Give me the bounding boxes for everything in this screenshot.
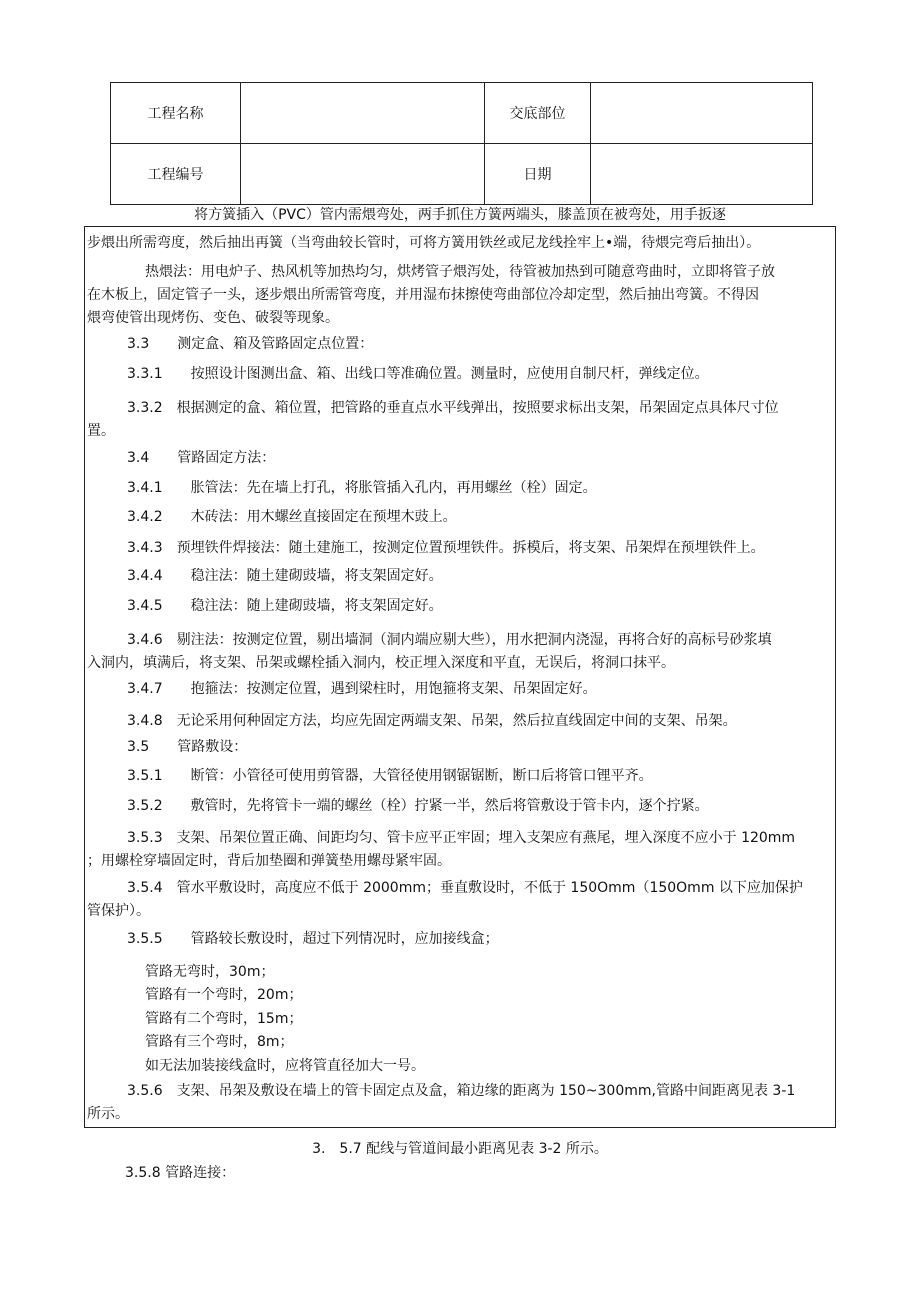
project-no-label: 工程编号 <box>111 144 241 205</box>
header-row-1 <box>111 83 813 144</box>
section-3-5-3-line-2: ；用螺栓穿墙固定时，背后加垫圈和弹簧垫用螺母紧牢固。 <box>87 853 451 869</box>
project-name-label: 工程名称 <box>111 83 241 144</box>
project-name-value <box>241 83 485 144</box>
header-row-2 <box>111 144 813 205</box>
list-item: 管路无弯时，30m； <box>145 964 275 980</box>
heat-method-line-1: 热煨法：用电炉子、热风机等加热均匀，烘烤管子煨泻处，待管被加热到可随意弯曲时，立即将管子放 <box>145 264 775 280</box>
list-item: 管路有一个弯时，20m； <box>145 987 303 1003</box>
section-3-4-3: 3.4.3 预埋铁件焊接法：随土建施工，按测定位置预埋铁件。拆模后，将支架、吊架焊在预埋铁件上。 <box>127 540 765 556</box>
section-3-4-1: 3.4.1 胀管法：先在墙上打孔，将胀管插入孔内，再用螺丝（栓）固定。 <box>127 480 597 496</box>
section-3-5-1: 3.5.1 断管：小管径可使用剪管器，大管径使用钢锯锯断，断口后将管口锂平齐。 <box>127 768 653 784</box>
section-3-5-8: 3.5.8 管路连接： <box>125 1165 236 1181</box>
spring-method-line-1: 将方簧插入（PVC）管内需煨弯处，两手抓住方簧两端头，膝盖顶在被弯处，用手扳逐 <box>194 207 726 223</box>
section-3-5-3-line-1: 3.5.3 支架、吊架位置正确、间距均匀、管卡应平正牢固；埋入支架应有燕尾，埋入深度不应小于 120mm <box>127 830 796 846</box>
section-3-5-4-line-1: 3.5.4 管水平敷设时，高度应不低于 2000mm；垂直敷设时，不低于 150Omm（150Omm 以下应加保护 <box>127 880 803 896</box>
section-3-4-8: 3.4.8 无论采用何种固定方法，均应先固定两端支架、吊架，然后拉直线固定中间的支架、吊架。 <box>127 713 737 729</box>
date-value <box>591 144 813 205</box>
content-box <box>84 226 836 1128</box>
spring-method-line-2: 步煨出所需弯度，然后抽出再簧（当弯曲较长管时，可将方簧用铁丝或尼龙线拴牢上•端，待煨完弯后抽出）。 <box>87 235 761 251</box>
header-info-table <box>110 82 813 205</box>
section-3-3: 3.3 测定盒、箱及管路固定点位置： <box>127 336 374 352</box>
section-3-5-2: 3.5.2 敷管时，先将管卡一端的螺丝（栓）拧紧一半，然后将管敷设于管卡内，逐个拧紧。 <box>127 798 709 814</box>
handover-part-value <box>591 83 813 144</box>
section-3-4-6-line-2: 入洞内，填满后，将支架、吊架或螺栓插入洞内，校正埋入深度和平直，无误后，将洞口抹平。 <box>87 655 675 671</box>
list-item: 管路有二个弯时，15m； <box>145 1011 303 1027</box>
list-item: 管路有三个弯时，8m； <box>145 1034 294 1050</box>
section-3-5: 3.5 管路敷设： <box>127 739 248 755</box>
section-3-4-6-line-1: 3.4.6 剔注法：按测定位置，剔出墙洞（洞内端应剔大些），用水把洞内浇湿，再将合好的高标号砂浆填 <box>127 632 772 648</box>
section-3-5-7: 3. 5.7 配线与管道间最小距离见表 3-2 所示。 <box>312 1141 608 1157</box>
section-3-4-4: 3.4.4 稳注法：随土建砌豉墙，将支架固定好。 <box>127 568 443 584</box>
section-3-4-5: 3.4.5 稳注法：随上建砌豉墙，将支架固定好。 <box>127 598 443 614</box>
heat-method-line-3: 煨弯使管出现烤伤、变色、破裂等现象。 <box>87 310 339 326</box>
section-3-3-2-line-2: 置。 <box>87 423 115 439</box>
section-3-4-2: 3.4.2 木砖法：用木螺丝直接固定在预埋木豉上。 <box>127 509 457 525</box>
section-3-5-4-line-2: 管保护）。 <box>87 903 150 919</box>
section-3-4-7: 3.4.7 抱箍法：按测定位置，遇到梁柱时，用饱箍将支架、吊架固定好。 <box>127 681 597 697</box>
section-3-5-6-line-2: 所示。 <box>87 1106 129 1122</box>
list-item: 如无法加装接线盒时，应将管直径加大一号。 <box>145 1058 425 1074</box>
section-3-5-6-line-1: 3.5.6 支架、吊架及敷设在墙上的管卡固定点及盒，箱边缘的距离为 150~300mm,管路中间距离见表 3-1 <box>127 1083 796 1099</box>
project-no-value <box>241 144 485 205</box>
date-label: 日期 <box>485 144 591 205</box>
heat-method-line-2: 在木板上，固定管子一头，逐步煨出所需管弯度，并用湿布抹擦使弯曲部位冷却定型，然后抽出弯簧。不得因 <box>87 287 759 303</box>
section-3-5-5: 3.5.5 管路较长敷设时，超过下列情况时，应加接线盒； <box>127 931 499 947</box>
section-3-3-1: 3.3.1 按照设计图测出盒、箱、出线口等准确位置。测量时，应使用自制尺杆，弹线定位。 <box>127 366 709 382</box>
section-3-3-2-line-1: 3.3.2 根据测定的盒、箱位置，把管路的垂直点水平线弹出，按照要求标出支架，吊架固定点具体尺寸位 <box>127 400 779 416</box>
section-3-4: 3.4 管路固定方法： <box>127 450 276 466</box>
handover-part-label: 交底部位 <box>485 83 591 144</box>
